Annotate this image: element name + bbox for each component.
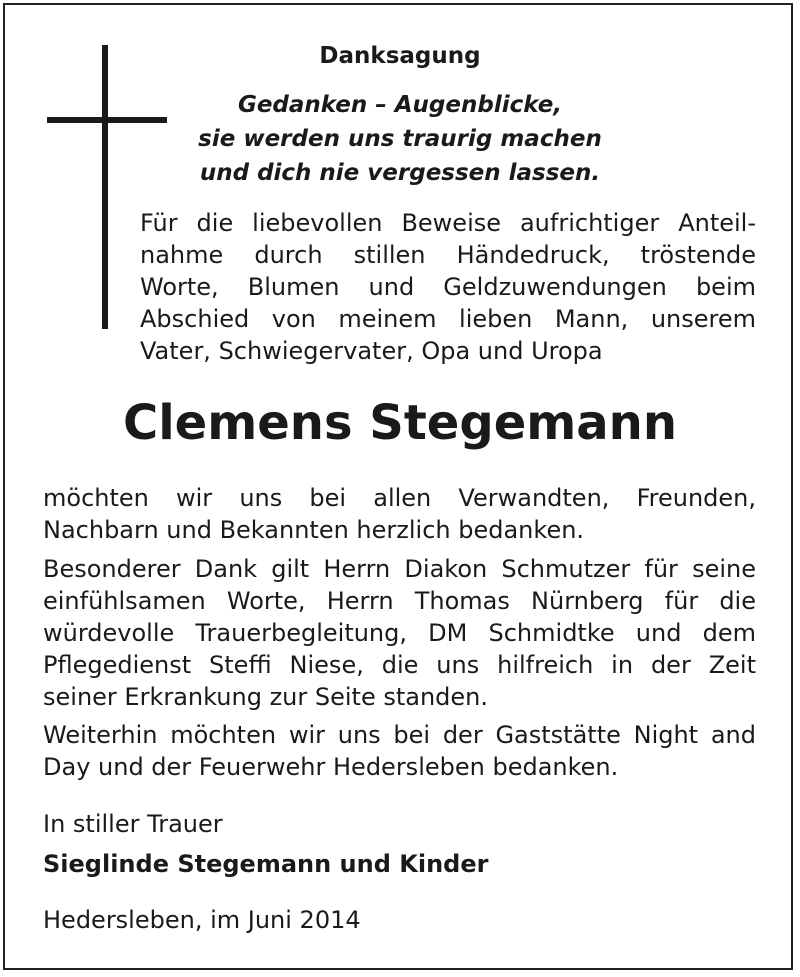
intro-line: Für die liebevollen Beweise aufrichtiger Anteil- bbox=[140, 209, 756, 237]
mourning-phrase: In stiller Trauer bbox=[43, 810, 223, 838]
special-thanks-paragraph bbox=[43, 553, 756, 713]
motto bbox=[160, 88, 640, 190]
motto-line: Gedanken – Augenblicke, bbox=[237, 92, 563, 118]
paragraph-line: möchten wir uns bei allen Verwandten, Freunden, bbox=[43, 484, 756, 512]
paragraph-line: seiner Erkrankung zur Seite standen. bbox=[43, 683, 489, 711]
thanks-paragraph bbox=[43, 482, 756, 546]
further-thanks-paragraph bbox=[43, 719, 756, 783]
intro-line: Abschied von meinem lieben Mann, unserem bbox=[140, 305, 756, 333]
deceased-name: Clemens Stegemann bbox=[123, 395, 677, 451]
paragraph-line: Day und der Feuerwehr Hedersleben bedanken. bbox=[43, 753, 619, 781]
motto-line: und dich nie vergessen lassen. bbox=[199, 160, 601, 186]
paragraph-line: Nachbarn und Bekannten herzlich bedanken. bbox=[43, 516, 585, 544]
paragraph-line: einfühlsamen Worte, Herrn Thomas Nürnberg für die bbox=[43, 587, 756, 615]
paragraph-line: Besonderer Dank gilt Herrn Diakon Schmutzer für seine bbox=[43, 555, 756, 583]
motto-line: sie werden uns traurig machen bbox=[198, 126, 602, 152]
paragraph-line: würdevolle Trauerbegleitung, DM Schmidtke und dem bbox=[43, 619, 756, 647]
paragraph-line: Weiterhin möchten wir uns bei der Gaststätte Night and bbox=[43, 721, 756, 749]
intro-paragraph bbox=[140, 207, 756, 367]
signatories: Sieglinde Stegemann und Kinder bbox=[43, 850, 489, 878]
cross-icon-bar bbox=[47, 117, 167, 123]
intro-line: Vater, Schwiegervater, Opa und Uropa bbox=[140, 337, 603, 365]
intro-line: nahme durch stillen Händedruck, tröstende bbox=[140, 241, 756, 269]
cross-icon bbox=[102, 45, 108, 329]
intro-line: Worte, Blumen und Geldzuwendungen beim bbox=[140, 273, 756, 301]
heading: Danksagung bbox=[319, 43, 481, 69]
place-date: Hedersleben, im Juni 2014 bbox=[43, 906, 361, 934]
paragraph-line: Pflegedienst Steffi Niese, die uns hilfreich in der Zeit bbox=[43, 651, 756, 679]
